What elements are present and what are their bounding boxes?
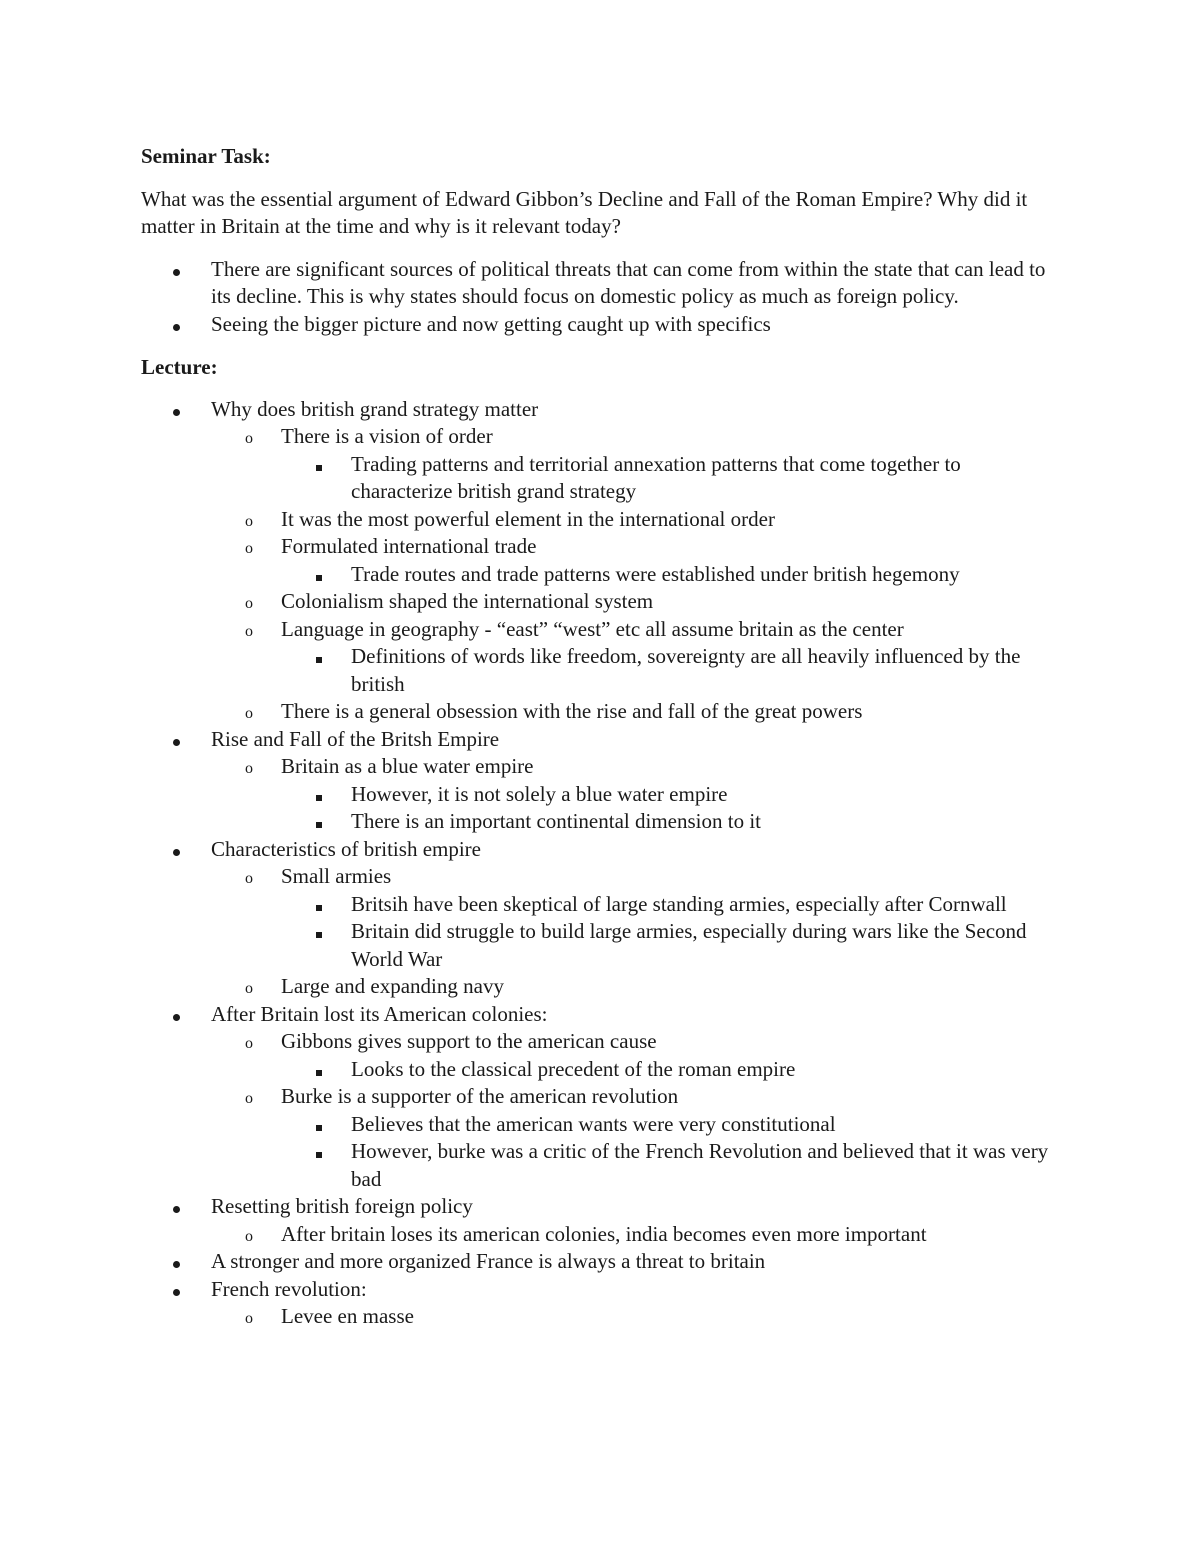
circle-bullet-icon: o	[245, 870, 253, 887]
bullet-icon	[173, 726, 193, 754]
square-bullet-icon	[313, 891, 333, 919]
circle-bullet-icon: o	[245, 760, 253, 777]
list-item: o Gibbons gives support to the american cause Looks to the classical precedent of the roman empire	[211, 1028, 1061, 1083]
list-item: After Britain lost its American colonies: o Gibbons gives support to the american cause Looks to the classical precedent of the roman empire o Burke is a supporter of the american revolution Believes that the american wants were very constitutional However, burke was a critic of the French Revolution and believed that it was very bad	[141, 1001, 1061, 1194]
circle-bullet-icon: o	[245, 1090, 253, 1107]
list-item: o It was the most powerful element in the international order	[211, 506, 1061, 534]
bullet-icon	[173, 1193, 193, 1221]
list-item: o Levee en masse	[211, 1303, 1061, 1331]
list-item: Believes that the american wants were very constitutional	[281, 1111, 1061, 1139]
list-item: o Britain as a blue water empire However, it is not solely a blue water empire There is an important continental dimension to it	[211, 753, 1061, 836]
square-bullet-icon	[313, 918, 333, 946]
square-bullet-icon	[313, 1056, 333, 1084]
circle-bullet-icon: o	[245, 512, 253, 530]
list-item: Seeing the bigger picture and now getting caught up with specifics	[141, 311, 1061, 339]
list-item: French revolution: o Levee en masse	[141, 1276, 1061, 1331]
bullet-icon	[173, 1248, 193, 1276]
list-item: Why does british grand strategy matter o There is a vision of order Trading patterns and territorial annexation patterns that come together to characterize british grand strategy o It was the most powerful element in the international order o Formulated international trade Trade routes and trade patterns were established under british hegemony o Colonialism shaped the international system o Language in geography - “east” “west” etc all assume britain as the center Definitions of words like freedom, sovereignty are all heavily influenced by the british o There is a general obsession with the rise and fall of the great powers	[141, 396, 1061, 726]
seminar-question: What was the essential argument of Edward Gibbon’s Decline and Fall of the Roman Empire? Why did it matter in Britain at the time and why is it relevant today?	[141, 186, 1028, 238]
circle-bullet-icon: o	[245, 1310, 253, 1327]
list-item: However, burke was a critic of the French Revolution and believed that it was very bad	[281, 1138, 1061, 1193]
list-item: Rise and Fall of the Britsh Empire o Britain as a blue water empire However, it is not solely a blue water empire There is an important continental dimension to it	[141, 726, 1061, 836]
list-item: o Language in geography - “east” “west” etc all assume britain as the center Definitions of words like freedom, sovereignty are all heavily influenced by the british	[211, 616, 1061, 699]
circle-bullet-icon: o	[245, 622, 253, 640]
seminar-heading: Seminar Task:	[141, 144, 271, 168]
square-bullet-icon	[313, 1138, 333, 1166]
circle-bullet-icon: o	[245, 1035, 253, 1052]
list-item: o There is a vision of order Trading patterns and territorial annexation patterns that come together to characterize british grand strategy	[211, 423, 1061, 506]
list-item: Trade routes and trade patterns were established under british hegemony	[281, 561, 1061, 589]
list-item: Looks to the classical precedent of the roman empire	[281, 1056, 1061, 1084]
square-bullet-icon	[313, 1111, 333, 1139]
square-bullet-icon	[313, 808, 333, 836]
list-item: o There is a general obsession with the rise and fall of the great powers	[211, 698, 1061, 726]
seminar-points-list	[141, 256, 1061, 339]
bullet-icon	[173, 1001, 193, 1029]
list-item: Characteristics of british empire o Small armies Britsih have been skeptical of large standing armies, especially after Cornwall Britain did struggle to build large armies, especially during wars like the Second World War o Large and expanding navy	[141, 836, 1061, 1001]
circle-bullet-icon: o	[245, 1227, 253, 1245]
list-item: A stronger and more organized France is always a threat to britain	[141, 1248, 1061, 1276]
square-bullet-icon	[313, 561, 333, 589]
square-bullet-icon	[313, 781, 333, 809]
circle-bullet-icon: o	[245, 705, 253, 722]
bullet-icon	[173, 1276, 193, 1304]
lecture-heading: Lecture:	[141, 355, 218, 379]
list-item: Britain did struggle to build large armies, especially during wars like the Second World War	[281, 918, 1061, 973]
bullet-icon	[173, 396, 193, 424]
list-item: Britsih have been skeptical of large standing armies, especially after Cornwall	[281, 891, 1061, 919]
list-item: Definitions of words like freedom, sovereignty are all heavily influenced by the british	[281, 643, 1061, 698]
bullet-icon	[173, 256, 193, 284]
square-bullet-icon	[313, 451, 333, 479]
list-item: o Small armies Britsih have been skeptical of large standing armies, especially after Cornwall Britain did struggle to build large armies, especially during wars like the Second World War	[211, 863, 1061, 973]
list-item: o Large and expanding navy	[211, 973, 1061, 1001]
list-item: o Formulated international trade Trade routes and trade patterns were established under british hegemony	[211, 533, 1061, 588]
lecture-list	[141, 396, 1061, 1331]
list-item: There is an important continental dimension to it	[281, 808, 1061, 836]
list-item: Resetting british foreign policy o After britain loses its american colonies, india becomes even more important	[141, 1193, 1061, 1248]
list-item: o Burke is a supporter of the american revolution Believes that the american wants were very constitutional However, burke was a critic of the French Revolution and believed that it was very bad	[211, 1083, 1061, 1193]
circle-bullet-icon: o	[245, 595, 253, 612]
list-item: There are significant sources of political threats that can come from within the state that can lead to its decline. This is why states should focus on domestic policy as much as foreign policy.	[141, 256, 1061, 311]
document-page	[141, 143, 1061, 1331]
bullet-icon	[173, 836, 193, 864]
list-item: However, it is not solely a blue water empire	[281, 781, 1061, 809]
square-bullet-icon	[313, 643, 333, 671]
list-item: Trading patterns and territorial annexation patterns that come together to characterize british grand strategy	[281, 451, 1061, 506]
list-item: o After britain loses its american colonies, india becomes even more important	[211, 1221, 1061, 1249]
bullet-icon	[173, 311, 193, 339]
list-item: o Colonialism shaped the international system	[211, 588, 1061, 616]
circle-bullet-icon: o	[245, 540, 253, 557]
circle-bullet-icon: o	[245, 430, 253, 447]
circle-bullet-icon: o	[245, 980, 253, 997]
